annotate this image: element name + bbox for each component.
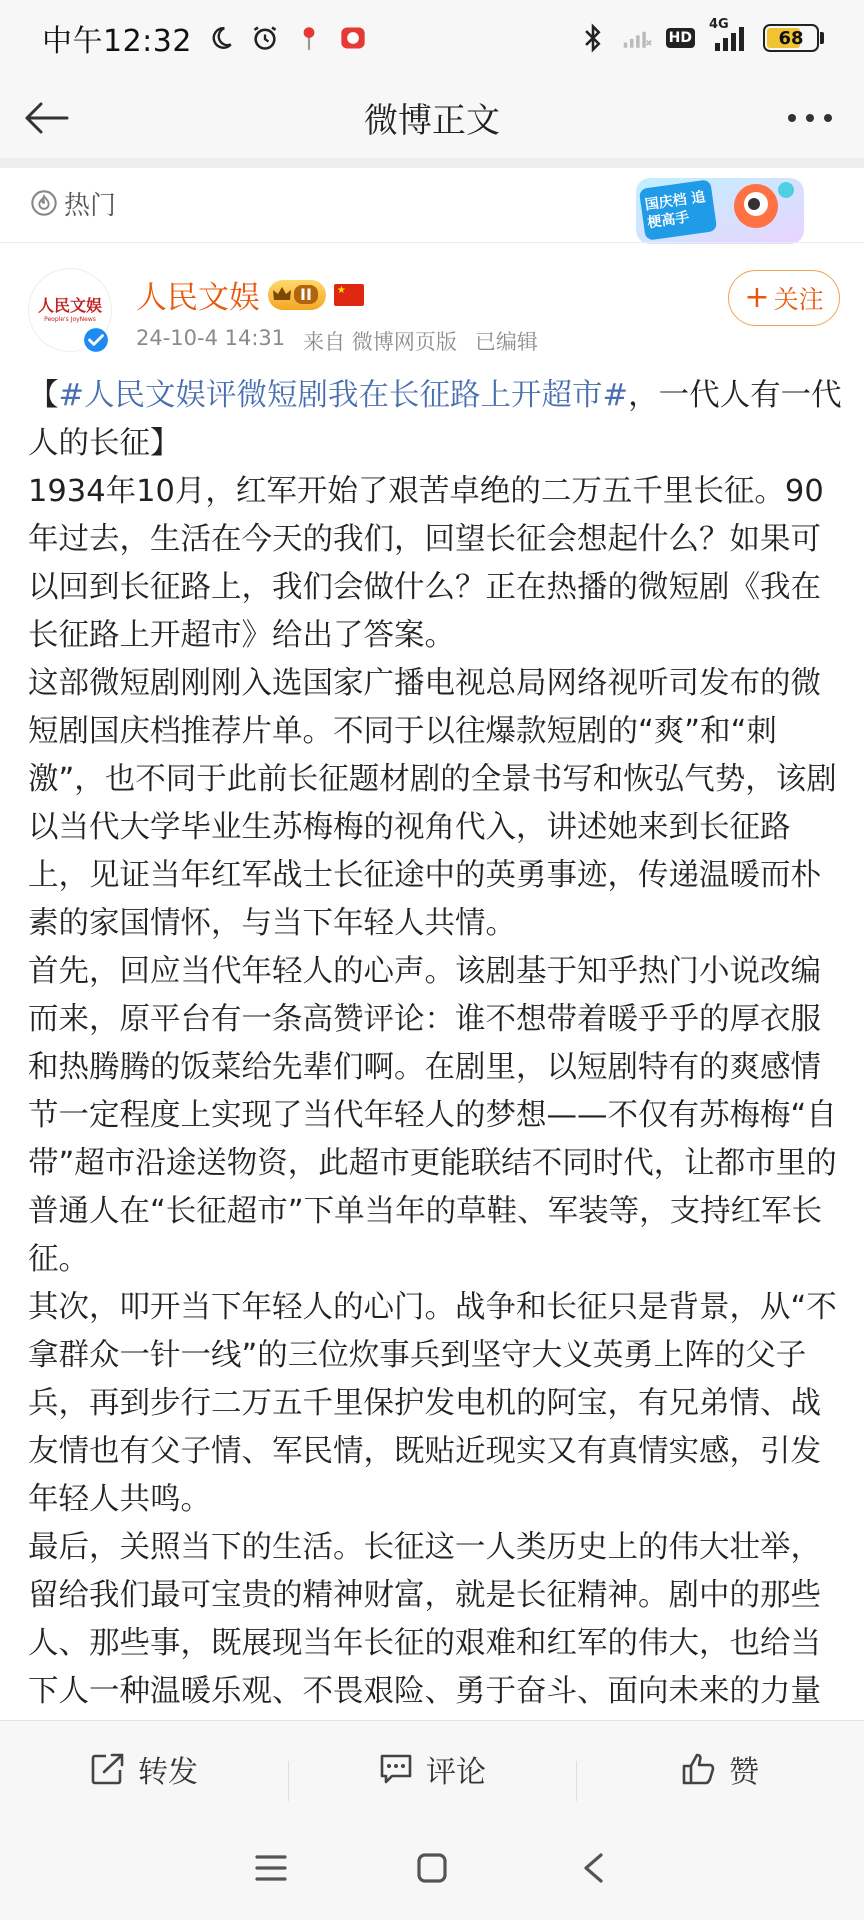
post-paragraph: 最后，关照当下的生活。长征这一人类历史上的伟大壮举，留给我们最可宝贵的精神财富，就是长征精神。剧中的那些人、那些事，既展现当年长征的艰难和红军的伟大，也给当下人一种温暖乐观、不畏艰险、勇于奋斗、面向未来的力量: [28, 1530, 821, 1709]
holiday-banner[interactable]: [636, 170, 804, 250]
battery-body: [763, 24, 819, 52]
avatar-subtext: People's JoyNews: [44, 315, 96, 323]
like-label: 赞: [729, 1754, 759, 1790]
thumbs-up-icon: [681, 1752, 717, 1786]
back-icon[interactable]: [563, 1838, 623, 1898]
level-badge: [268, 280, 326, 310]
moon-icon: [206, 23, 236, 53]
post-paragraph: 这部微短剧刚刚入选国家广播电视总局网络视听司发布的微短剧国庆档推荐片单。不同于以往爆款短剧的“爽”和“刺激”，也不同于此前长征题材剧的全景书写和恢弘气势，该剧以当代大学毕业生苏梅梅的视角代入，讲述她来到长征路上，见证当年红军战士长征途中的英勇事迹，传递温暖而朴素的家国情怀，与当下年轻人共情。: [28, 666, 837, 941]
menu-icon[interactable]: [241, 1838, 301, 1898]
status-left: [42, 16, 368, 60]
flag-icon: [334, 284, 364, 306]
status-right: [578, 17, 824, 53]
back-arrow-icon[interactable]: [18, 90, 74, 146]
bluetooth-icon: [578, 23, 608, 53]
nav-bar: [0, 76, 864, 158]
post-edited[interactable]: 已编辑: [474, 330, 538, 354]
verified-icon: [82, 326, 110, 354]
plus-icon: +: [744, 280, 770, 315]
app-notification-icon: [338, 23, 368, 53]
repost-icon: [90, 1752, 126, 1786]
action-bar: [0, 1720, 864, 1816]
repost-button[interactable]: [0, 1747, 288, 1791]
open-bracket: 【: [28, 378, 59, 413]
system-nav: [0, 1816, 864, 1920]
battery-tip: [820, 32, 824, 44]
repost-label: 转发: [138, 1754, 198, 1790]
comment-icon: [378, 1752, 414, 1786]
title-rest: ，一代人有一代人的长征】: [28, 378, 842, 461]
post-paragraph: 1934年10月，红军开始了艰苦卓绝的二万五千里长征。90年过去，生活在今天的我们，回望长征会想起什么？如果可以回到长征路上，我们会做什么？正在热播的微短剧《我在长征路上开超市》给出了答案。: [28, 474, 824, 653]
author-name-row: [136, 272, 364, 317]
page-title: 微博正文: [364, 100, 500, 141]
divider-band: [0, 158, 864, 168]
post-paragraph: 其次，叩开当下年轻人的心门。战争和长征只是背景，从“不拿群众一针一线”的三位炊事兵到坚守大义英勇上阵的父子兵，再到步行二万五千里保护发电机的阿宝，有兄弟情、战友情也有父子情、军民情，既贴近现实又有真情实感，引发年轻人共鸣。: [28, 1290, 837, 1517]
separator: [0, 242, 864, 243]
flag-star-icon: ★: [336, 284, 346, 296]
status-bar: [0, 0, 864, 76]
comment-label: 评论: [426, 1754, 486, 1790]
hot-label: 热门: [64, 190, 117, 221]
hot-icon: [30, 189, 58, 217]
location-icon: [294, 23, 324, 53]
alarm-icon: [250, 23, 280, 53]
battery-level: 68: [778, 27, 804, 49]
author-name[interactable]: 人民文娱: [136, 280, 260, 316]
post-meta: [136, 326, 538, 356]
more-dots-icon[interactable]: [782, 90, 838, 146]
post-paragraph: 首先，回应当代年轻人的心声。该剧基于知乎热门小说改编而来，原平台有一条高赞评论：谁不想带着暖乎乎的厚衣服和热腾腾的饭菜给先辈们啊。在剧里，以短剧特有的爽感情节一定程度上实现了当代年轻人的梦想——不仅有苏梅梅“自带”超市沿途送物资，此超市更能联结不同时代，让都市里的普通人在“长征超市”下单当年的草鞋、军装等，支持红军长征。: [28, 954, 837, 1277]
wifi-off-icon: [622, 23, 652, 53]
banner-text: 国庆档 追梗高手: [643, 189, 707, 232]
status-time: 中午12:32: [42, 24, 192, 59]
avatar-logo: 人民文娱: [37, 295, 102, 315]
post-source: 来自 微博网页版: [303, 330, 457, 354]
hd-icon: [666, 23, 695, 53]
level-text: II: [294, 285, 318, 304]
home-icon[interactable]: [402, 1838, 462, 1898]
like-button[interactable]: [576, 1747, 864, 1791]
battery-icon: [763, 24, 824, 52]
post-body: [28, 372, 844, 1716]
signal-icon: [709, 17, 749, 53]
follow-label: 关注: [773, 285, 824, 314]
post-timestamp: 24-10-4 14:31: [136, 326, 286, 350]
topic-link[interactable]: #人民文娱评微短剧我在长征路上开超市#: [58, 378, 629, 413]
comment-button[interactable]: [288, 1747, 576, 1791]
hd-label: HD: [666, 28, 695, 48]
follow-button[interactable]: [728, 270, 840, 326]
crown-icon: [272, 286, 292, 304]
post-title: [28, 372, 844, 468]
network-type: 4G: [709, 17, 729, 32]
